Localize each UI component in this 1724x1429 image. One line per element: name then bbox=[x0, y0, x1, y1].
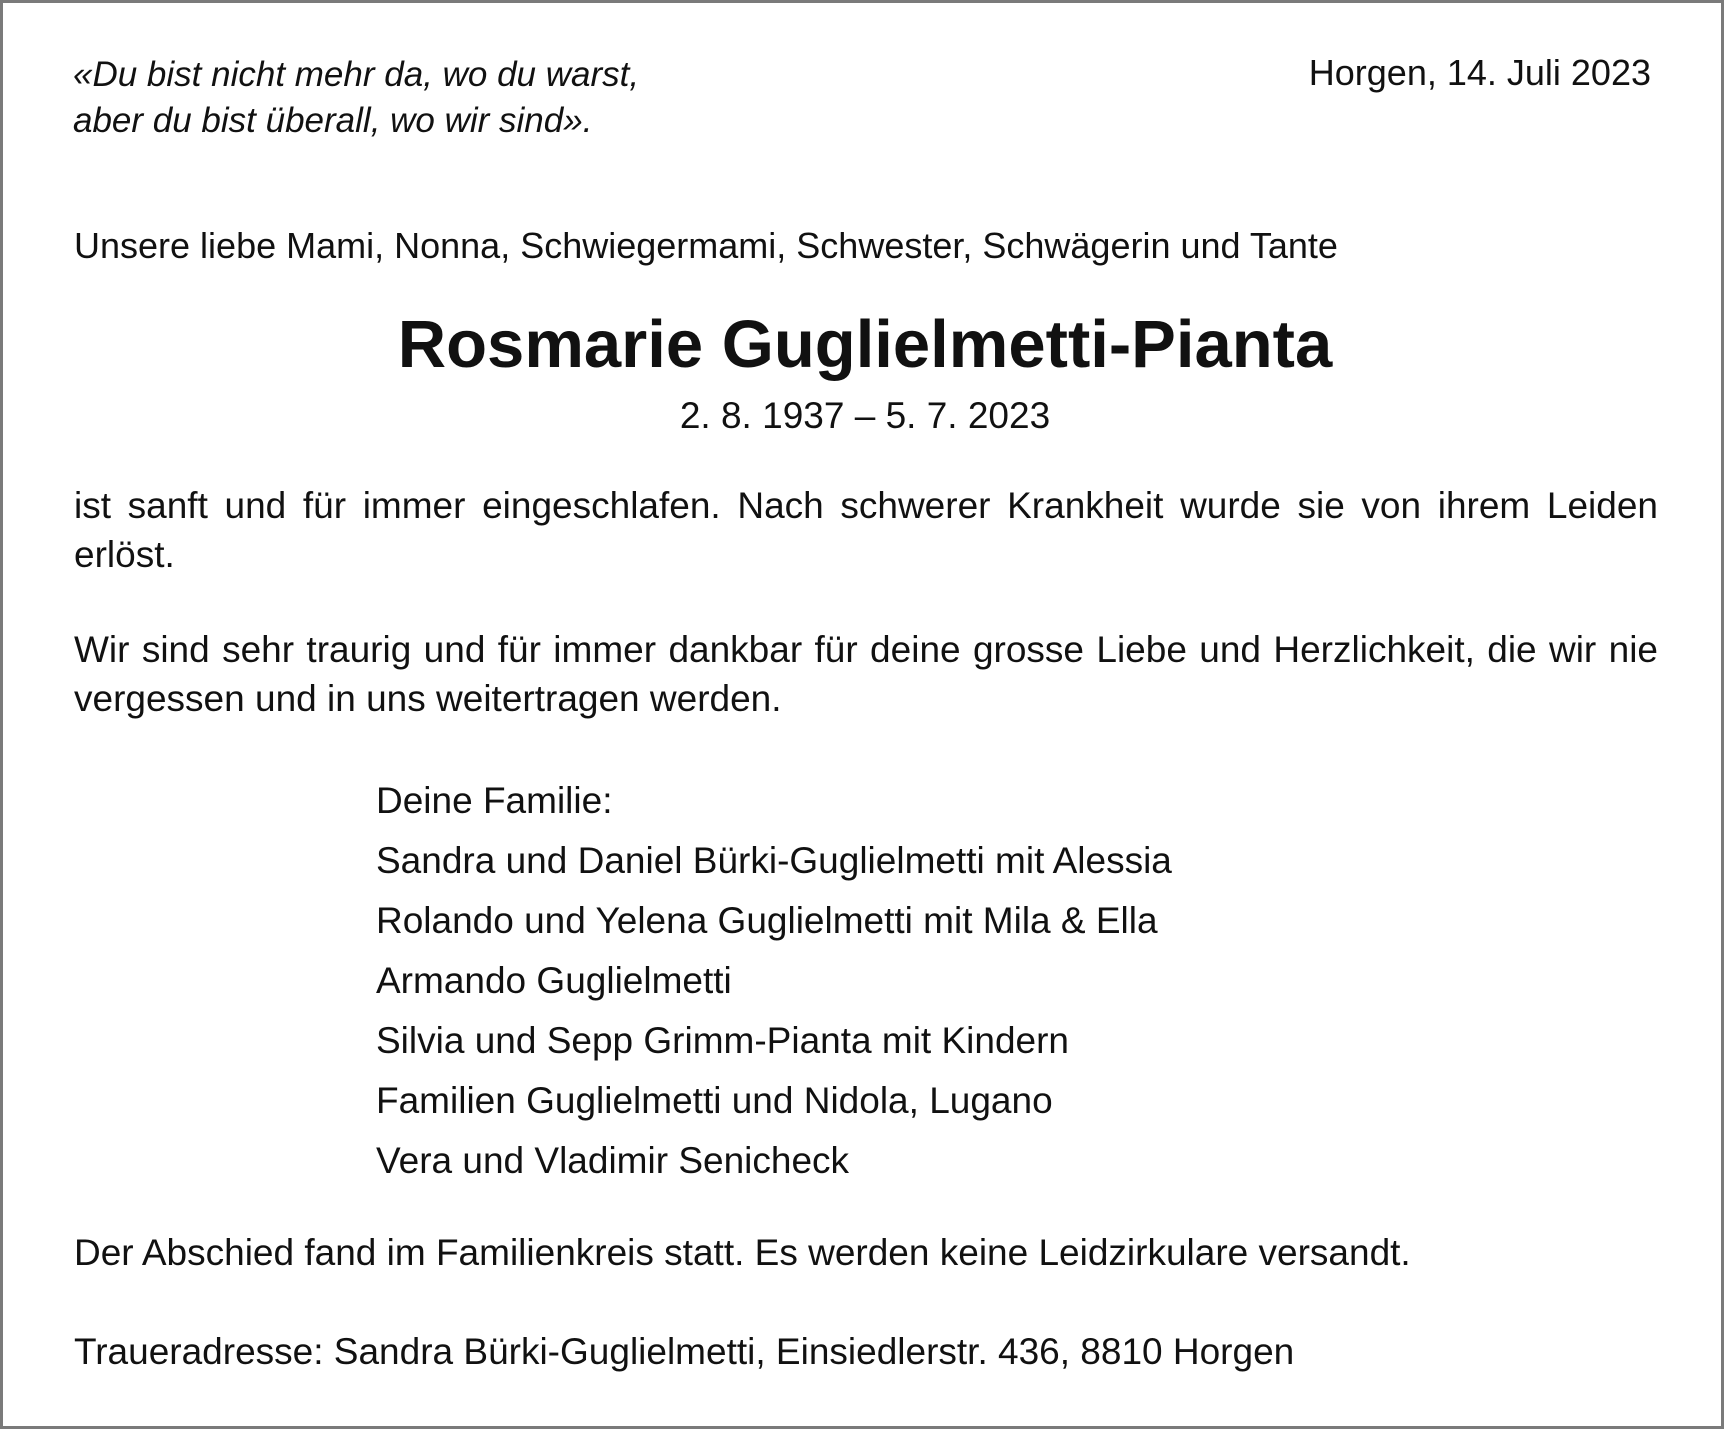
family-member: Armando Guglielmetti bbox=[376, 960, 732, 1001]
paragraph-gratitude: Wir sind sehr traurig und für immer dankbar für deine grosse Liebe und Herzlichkeit, die wir nie vergessen und in uns weitertragen werden. bbox=[74, 629, 1658, 719]
paragraph-passing: ist sanft und für immer eingeschlafen. Nach schwerer Krankheit wurde sie von ihrem Leiden erlöst. bbox=[74, 485, 1658, 575]
family-member: Rolando und Yelena Guglielmetti mit Mila & Ella bbox=[376, 900, 1158, 941]
farewell-note: Der Abschied fand im Familienkreis statt. Es werden keine Leidzirkulare versandt. bbox=[74, 1232, 1411, 1273]
deceased-name: Rosmarie Guglielmetti-Pianta bbox=[397, 307, 1333, 382]
family-member: Sandra und Daniel Bürki-Guglielmetti mit Alessia bbox=[376, 840, 1172, 881]
quote-line-1: «Du bist nicht mehr da, wo du warst, bbox=[73, 55, 640, 94]
quote-line-2: aber du bist überall, wo wir sind». bbox=[73, 101, 593, 140]
place-and-date: Horgen, 14. Juli 2023 bbox=[1308, 52, 1651, 93]
family-member: Familien Guglielmetti und Nidola, Lugano bbox=[376, 1080, 1053, 1121]
intro-line: Unsere liebe Mami, Nonna, Schwiegermami, Schwester, Schwägerin und Tante bbox=[74, 225, 1338, 266]
family-list bbox=[376, 771, 1172, 1191]
family-member: Vera und Vladimir Senicheck bbox=[376, 1140, 850, 1181]
mourning-address: Traueradresse: Sandra Bürki-Guglielmetti, Einsiedlerstr. 436, 8810 Horgen bbox=[74, 1331, 1295, 1372]
memorial-quote bbox=[73, 52, 639, 144]
family-member: Silvia und Sepp Grimm-Pianta mit Kindern bbox=[376, 1020, 1070, 1061]
life-dates: 2. 8. 1937 – 5. 7. 2023 bbox=[679, 395, 1051, 436]
family-heading: Deine Familie: bbox=[376, 780, 613, 821]
